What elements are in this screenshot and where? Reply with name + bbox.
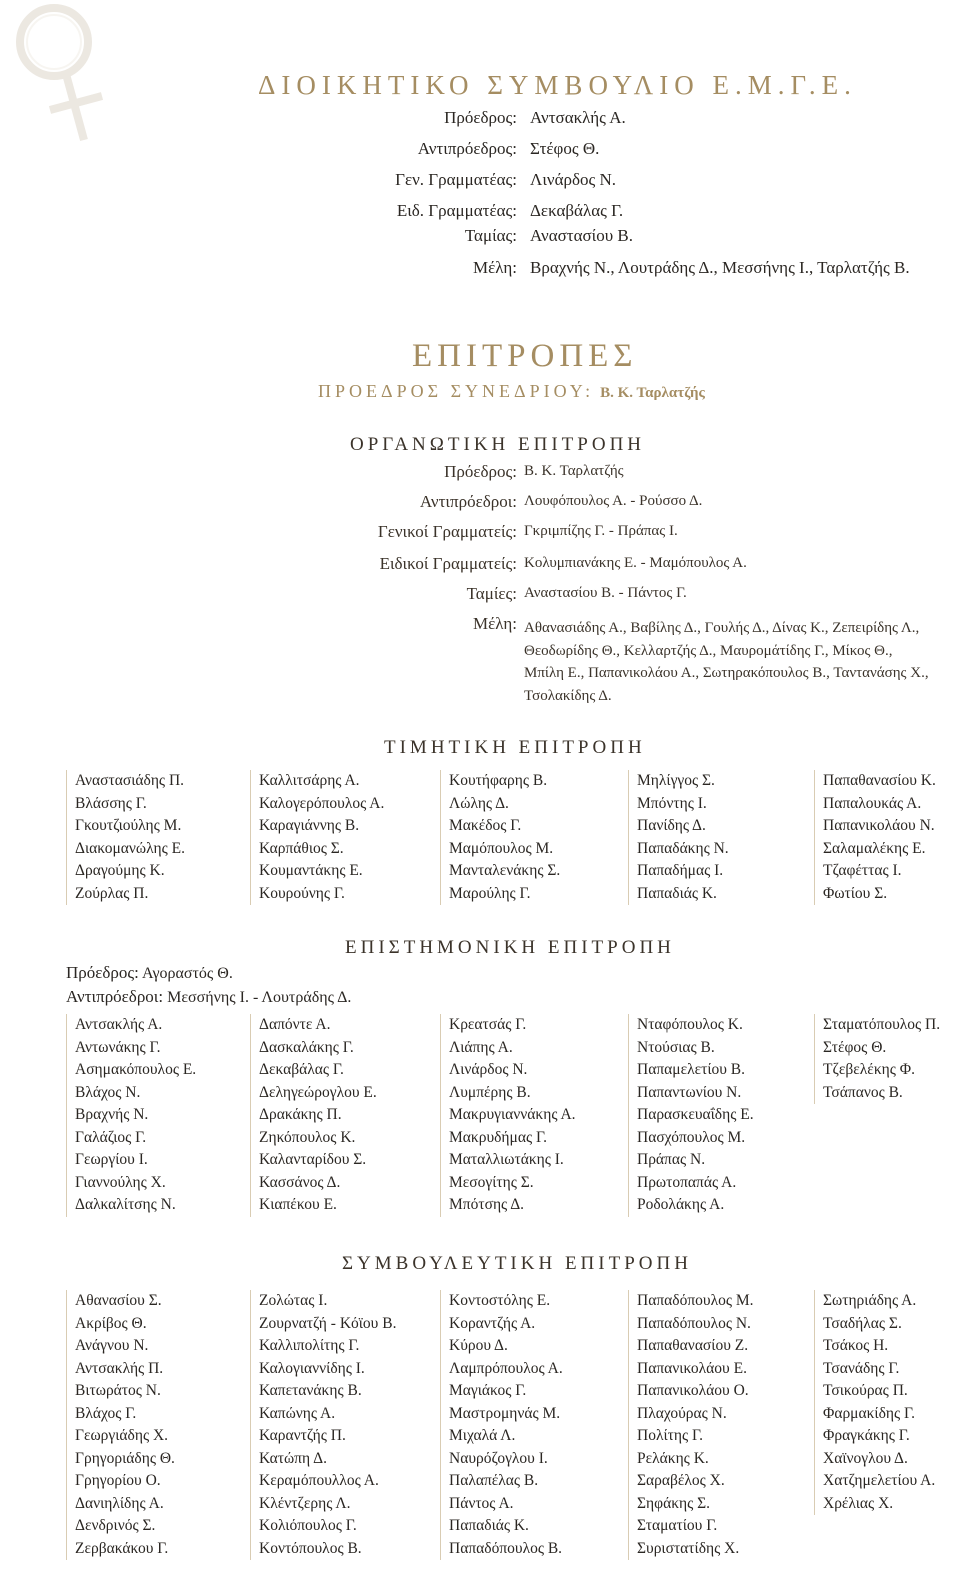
member-name: Μεσογίτης Σ.	[449, 1173, 534, 1191]
member-name: Ρελάκης Κ.	[637, 1449, 709, 1467]
member-name: Αντσακλής Π.	[75, 1359, 164, 1377]
board-role-label: Πρόεδρος:	[444, 108, 517, 127]
member-name: Τζεβελέκης Φ.	[823, 1061, 915, 1078]
organizing-row	[0, 554, 960, 584]
member-name: Χρέλιας Χ.	[823, 1494, 894, 1512]
member-name: Παπαθανασίου Κ.	[823, 772, 936, 789]
organizing-row	[0, 462, 960, 492]
board-row	[0, 139, 960, 169]
member-name: Καλογερόπουλος Α.	[259, 794, 385, 812]
member-name: Παπαδιάς Κ.	[637, 884, 717, 902]
board-role-label: Ταμίας:	[464, 226, 517, 245]
member-name: Χατζημελετίου Α.	[823, 1472, 936, 1489]
member-name: Σωτηριάδης Α.	[823, 1292, 917, 1309]
member-name: Λώλης Δ.	[449, 794, 509, 812]
member-name: Μακέδος Γ.	[449, 817, 522, 834]
scientific-committee-title: ΕΠΙΣΤΗΜΟΝΙΚΗ ΕΠΙΤΡΟΠΗ	[345, 937, 675, 958]
member-name: Κουμαντάκης Ε.	[259, 862, 363, 879]
member-name: Δεληγεώρογλου Ε.	[259, 1083, 377, 1101]
organizing-members-line: Τσολακίδης Δ.	[524, 687, 612, 704]
organizing-role-label: Ταμίες:	[466, 584, 517, 603]
member-name: Σταματίου Γ.	[637, 1517, 718, 1534]
member-name: Καραντζής Π.	[259, 1427, 346, 1444]
member-name: Γρηγορίου Ο.	[75, 1472, 161, 1489]
member-name: Κολιόπουλος Γ.	[259, 1517, 357, 1534]
member-name: Μπότσης Δ.	[449, 1196, 525, 1213]
member-name: Τσάπανος Β.	[823, 1083, 903, 1101]
member-name: Πάντος Α.	[449, 1494, 514, 1512]
member-name: Παπαλουκάς Α.	[823, 794, 922, 812]
member-name: Κουτήφαρης Β.	[449, 772, 548, 789]
member-name: Κιαπέκου Ε.	[259, 1196, 337, 1213]
member-name: Ακρίβος Θ.	[75, 1314, 147, 1332]
member-name: Αναστασιάδης Π.	[75, 772, 185, 789]
member-name: Μηλίγγος Σ.	[637, 772, 715, 789]
organizing-role-value: Β. Κ. Ταρλατζής	[524, 463, 624, 479]
member-name: Παπαδιάς Κ.	[449, 1517, 529, 1534]
member-name: Πρωτοπαπάς Α.	[637, 1173, 737, 1191]
organizing-row	[0, 584, 960, 614]
organizing-members-line: Θεοδωρίδης Θ., Κελλαρτζής Δ., Μαυρομάτίδης Γ., Μίκος Θ.,	[524, 642, 893, 659]
organizing-role-value: Λουφόπουλος Α. - Ρούσσο Δ.	[524, 493, 703, 509]
member-name: Ντούσιας Β.	[637, 1038, 715, 1056]
member-name: Καπετανάκης Β.	[259, 1382, 362, 1399]
member-name: Παπαθανασίου Ζ.	[637, 1337, 749, 1354]
member-name: Μακρυγιαννάκης Α.	[449, 1106, 576, 1123]
member-name: Αντωνάκης Γ.	[75, 1038, 161, 1056]
board-row	[0, 258, 960, 288]
organizing-role-label: Αντιπρόεδροι:	[419, 492, 517, 511]
member-name: Σηφάκης Σ.	[637, 1494, 711, 1512]
member-name: Φαρμακίδης Γ.	[823, 1404, 915, 1422]
organizing-row	[0, 492, 960, 522]
member-name: Μπόντης Ι.	[637, 794, 707, 812]
board-role-value: Λινάρδος Ν.	[530, 170, 616, 189]
member-name: Τσανάδης Γ.	[823, 1359, 900, 1377]
member-name: Γιαννούλης Χ.	[75, 1173, 166, 1191]
advisory-column	[250, 1290, 396, 1560]
member-name: Παπανικολάου Ε.	[637, 1359, 747, 1377]
advisory-column	[440, 1290, 563, 1560]
scientific-vice-line	[66, 987, 351, 1007]
member-name: Τσαδήλας Σ.	[823, 1314, 902, 1332]
member-name: Ανάγνου Ν.	[75, 1337, 149, 1354]
member-name: Κοντόπουλος Β.	[259, 1539, 362, 1557]
honorary-column	[66, 770, 185, 905]
organizing-members-row	[0, 614, 960, 704]
member-name: Βλάχος Ν.	[75, 1083, 141, 1101]
member-name: Παπανικολάου Ο.	[637, 1382, 749, 1399]
organizing-members-list	[524, 617, 929, 707]
scientific-chair-value: Αγοραστός Θ.	[141, 965, 233, 982]
member-name: Δενδρινός Σ.	[75, 1517, 156, 1534]
member-name: Σαλαμαλέκης Ε.	[823, 839, 926, 857]
member-name: Αντσακλής Α.	[75, 1016, 163, 1033]
member-name: Παρασκευαΐδης Ε.	[637, 1106, 754, 1123]
member-name: Κρεατσάς Γ.	[449, 1016, 527, 1033]
member-name: Πράπας Ν.	[637, 1151, 706, 1168]
organizing-committee-title: ΟΡΓΑΝΩΤΙΚΗ ΕΠΙΤΡΟΠΗ	[350, 434, 646, 455]
committees-title: ΕΠΙΤΡΟΠΕΣ	[412, 338, 638, 374]
member-name: Φωτίου Σ.	[823, 884, 888, 902]
member-name: Μιχαλά Λ.	[449, 1427, 516, 1444]
member-name: Πασχόπουλος Μ.	[637, 1128, 746, 1146]
member-name: Μανταλενάκης Σ.	[449, 862, 561, 879]
organizing-role-label: Γενικοί Γραμματείς:	[377, 522, 517, 541]
organizing-members-line: Αθανασιάδης Α., Βαβίλης Δ., Γουλής Δ., Δίνας Κ., Ζεπειρίδης Λ.,	[524, 620, 920, 636]
member-name: Κατώπη Δ.	[259, 1449, 327, 1467]
scientific-vice-value: Μεσσήνης Ι. - Λουτράδης Δ.	[167, 989, 352, 1006]
member-name: Κλέντζερης Λ.	[259, 1494, 351, 1512]
organizing-members-label: Μέλη:	[473, 614, 517, 633]
member-name: Σταματόπουλος Π.	[823, 1016, 941, 1033]
member-name: Δανιηλίδης Α.	[75, 1494, 164, 1512]
advisory-column	[814, 1290, 935, 1515]
member-name: Ζουρνατζή - Κόϊου Β.	[259, 1314, 397, 1332]
member-name: Νταφόπουλος Κ.	[637, 1016, 743, 1033]
board-role-value: Στέφος Θ.	[530, 139, 600, 158]
member-name: Γεωργίου Ι.	[75, 1151, 148, 1168]
organizing-role-value: Αναστασίου Β. - Πάντος Γ.	[524, 585, 687, 601]
member-name: Μαγιάκος Γ.	[449, 1382, 527, 1399]
scientific-column	[66, 1014, 196, 1217]
advisory-column	[628, 1290, 754, 1560]
member-name: Αθανασίου Σ.	[75, 1292, 162, 1309]
member-name: Βλάσσης Γ.	[75, 794, 147, 812]
organizing-role-value: Γκριμπίζης Γ. - Πράπας Ι.	[524, 523, 678, 539]
scientific-chair-line	[66, 963, 233, 983]
member-name: Γρηγοριάδης Θ.	[75, 1449, 175, 1467]
board-row	[0, 170, 960, 200]
member-name: Δεκαβάλας Γ.	[259, 1061, 344, 1078]
member-name: Ασημακόπουλος Ε.	[75, 1061, 197, 1078]
member-name: Καραγιάννης Β.	[259, 817, 360, 834]
member-name: Τσικούρας Π.	[823, 1382, 908, 1399]
member-name: Γαλάζιος Γ.	[75, 1128, 147, 1146]
member-name: Πανίδης Δ.	[637, 817, 706, 834]
member-name: Γκουτζιούλης Μ.	[75, 817, 182, 834]
member-name: Λαμπρόπουλος Α.	[449, 1359, 563, 1377]
board-title: ΔΙΟΙΚΗΤΙΚΟ ΣΥΜΒΟΥΛΙΟ Ε.Μ.Γ.Ε.	[258, 70, 857, 100]
member-name: Καλλιπολίτης Γ.	[259, 1337, 360, 1354]
advisory-committee-title: ΣΥΜΒΟΥΛΕΥΤΙΚΗ ΕΠΙΤΡΟΠΗ	[342, 1253, 692, 1274]
member-name: Τζαφέττας Ι.	[823, 862, 902, 879]
member-name: Παπανικολάου Ν.	[823, 817, 935, 834]
member-name: Βραχνής Ν.	[75, 1106, 149, 1123]
member-name: Λιάπης Α.	[449, 1038, 513, 1056]
member-name: Ματαλλιωτάκης Ι.	[449, 1151, 564, 1168]
member-name: Κοραντζής Α.	[449, 1314, 536, 1332]
member-name: Πολίτης Γ.	[637, 1427, 703, 1444]
organizing-role-label: Πρόεδρος:	[444, 462, 517, 481]
board-role-value: Βραχνής Ν., Λουτράδης Δ., Μεσσήνης Ι., Ταρλατζής Β.	[530, 258, 910, 277]
member-name: Ναυρόζογλου Ι.	[449, 1449, 548, 1467]
member-name: Παπαδόπουλος Μ.	[637, 1292, 754, 1309]
member-name: Ζερβακάκου Γ.	[75, 1539, 169, 1557]
member-name: Κεραμόπουλλος Α.	[259, 1472, 379, 1489]
member-name: Ροδολάκης Α.	[637, 1196, 725, 1213]
member-name: Δαλκαλίτσης Ν.	[75, 1196, 176, 1213]
member-name: Μακρυδήμας Γ.	[449, 1128, 547, 1146]
advisory-column	[66, 1290, 175, 1560]
congress-president-line	[318, 381, 705, 402]
scientific-column	[440, 1014, 576, 1217]
congress-president-label: ΠΡΟΕΔΡΟΣ ΣΥΝΕΔΡΙΟΥ:	[318, 381, 595, 401]
organizing-row	[0, 522, 960, 552]
member-name: Παλαπέλας Β.	[449, 1472, 539, 1489]
organizing-members-line: Μπίλη Ε., Παπανικολάου Α., Σωτηρακόπουλος Β., Ταντανάσης Χ.,	[524, 665, 929, 681]
member-name: Χαϊνογλου Δ.	[823, 1449, 908, 1467]
member-name: Καρπάθιος Σ.	[259, 839, 344, 857]
member-name: Λινάρδος Ν.	[449, 1061, 528, 1078]
scientific-column	[628, 1014, 754, 1217]
honorary-column	[250, 770, 384, 905]
member-name: Δρακάκης Π.	[259, 1106, 342, 1123]
member-name: Ζούρλας Π.	[75, 884, 149, 902]
member-name: Παπαδάκης Ν.	[637, 839, 729, 857]
member-name: Κουρούνης Γ.	[259, 884, 345, 902]
member-name: Πλαχούρας Ν.	[637, 1404, 727, 1422]
honorary-committee-title: ΤΙΜΗΤΙΚΗ ΕΠΙΤΡΟΠΗ	[384, 737, 646, 758]
member-name: Μαρούλης Γ.	[449, 884, 531, 902]
member-name: Κύρου Δ.	[449, 1337, 508, 1354]
board-role-label: Ειδ. Γραμματέας:	[396, 201, 517, 220]
member-name: Σαραβέλος Χ.	[637, 1472, 725, 1489]
member-name: Ζηκόπουλος Κ.	[259, 1128, 356, 1146]
honorary-column	[814, 770, 936, 905]
honorary-column	[440, 770, 560, 905]
member-name: Γεωργιάδης Χ.	[75, 1427, 169, 1444]
honorary-column	[628, 770, 729, 905]
board-role-value: Αναστασίου Β.	[530, 226, 634, 245]
member-name: Μαμόπουλος Μ.	[449, 839, 554, 857]
member-name: Καλανταρίδου Σ.	[259, 1151, 367, 1168]
board-role-value: Αντσακλής Α.	[530, 108, 626, 127]
member-name: Στέφος Θ.	[823, 1038, 887, 1056]
scientific-vice-label: Αντιπρόεδροι:	[66, 987, 164, 1006]
member-name: Βλάχος Γ.	[75, 1404, 137, 1422]
member-name: Δραγούμης Κ.	[75, 862, 165, 879]
member-name: Καλογιαννίδης Ι.	[259, 1359, 365, 1377]
member-name: Κοντοστόλης Ε.	[449, 1292, 551, 1309]
member-name: Μαστρομηνάς Μ.	[449, 1404, 561, 1422]
member-name: Διακομανώλης Ε.	[75, 839, 185, 857]
board-role-value: Δεκαβάλας Γ.	[530, 201, 624, 220]
scientific-column	[814, 1014, 940, 1104]
member-name: Κασσάνος Δ.	[259, 1173, 341, 1191]
member-name: Παπαδόπουλος Β.	[449, 1539, 563, 1557]
organizing-role-label: Ειδικοί Γραμματείς:	[379, 554, 517, 573]
member-name: Παπαδήμας Ι.	[637, 862, 724, 879]
board-role-label: Γεν. Γραμματέας:	[395, 170, 517, 189]
member-name: Παπαμελετίου Β.	[637, 1061, 746, 1078]
board-row	[0, 108, 960, 138]
member-name: Βιτωράτος Ν.	[75, 1382, 161, 1399]
board-row	[0, 226, 960, 256]
member-name: Ζολώτας Ι.	[259, 1292, 328, 1309]
member-name: Καλλιτσάρης Α.	[259, 772, 360, 789]
member-name: Δασκαλάκης Γ.	[259, 1038, 354, 1056]
member-name: Φραγκάκης Γ.	[823, 1427, 910, 1444]
organizing-role-value: Κολυμπιανάκης Ε. - Μαμόπουλος Α.	[524, 555, 747, 571]
member-name: Τσάκος Η.	[823, 1337, 889, 1354]
board-role-label: Αντιπρόεδρος:	[417, 139, 517, 158]
scientific-chair-label: Πρόεδρος:	[66, 963, 139, 982]
member-name: Δαπόντε Α.	[259, 1016, 331, 1033]
member-name: Καπώνης Α.	[259, 1404, 336, 1422]
member-name: Παπαδόπουλος Ν.	[637, 1314, 751, 1332]
member-name: Συριστατίδης Χ.	[637, 1539, 740, 1557]
member-name: Λυμπέρης Β.	[449, 1083, 531, 1101]
member-name: Παπαντωνίου Ν.	[637, 1083, 742, 1101]
scientific-column	[250, 1014, 377, 1217]
congress-president-name: Β. Κ. Ταρλατζής	[600, 385, 705, 401]
board-role-label: Μέλη:	[473, 258, 517, 277]
